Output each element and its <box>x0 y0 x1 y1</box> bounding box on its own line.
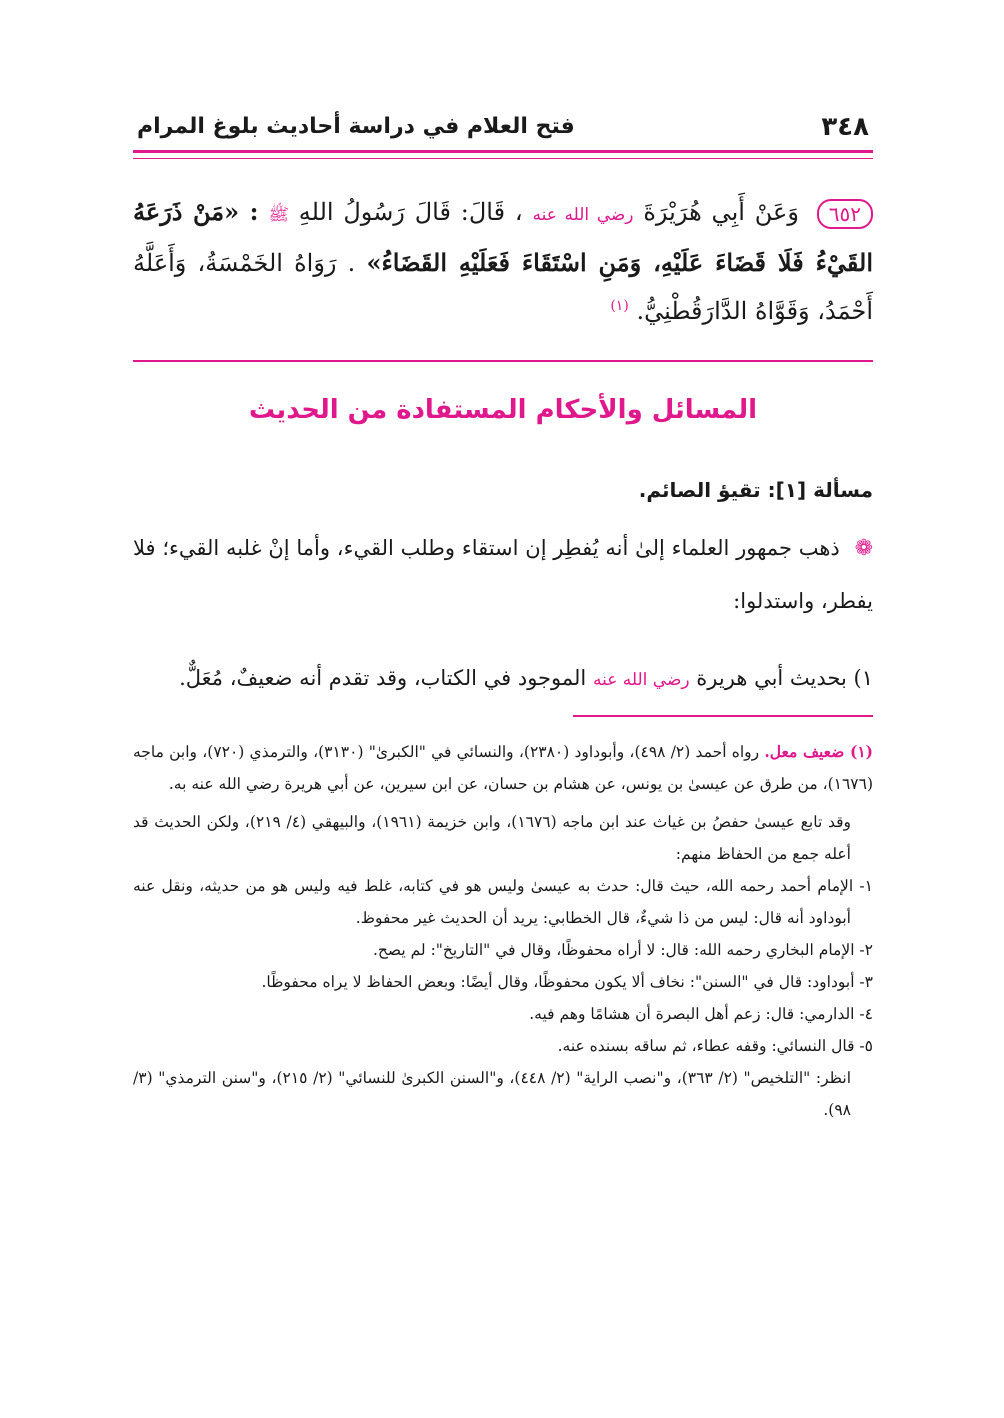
radiyallahu-glyph: رضي الله عنه <box>592 670 690 690</box>
header-rule <box>133 150 873 153</box>
footnote-list-item: ٣- أبوداود: قال في "السنن": نخاف ألا يكون محفوظًا، وقال أيضًا: وبعض الحفاظ لا يراه محفوظًا. <box>261 973 873 991</box>
footnote-list-item: ٤- الدارمي: قال: زعم أهل البصرة أن هشامًا وهم فيه. <box>529 1005 873 1023</box>
footnote-references: انظر: "التلخيص" (٢/ ٣٦٣)، و"نصب الراية" (٢/ ٤٤٨)، و"السنن الكبرىٰ للنسائي" (٢/ ٢١٥)، و"سنن الترمذي" (٣/ ٩٨). <box>133 1069 852 1119</box>
evidence-text-after: الموجود في الكتاب، وقد تقدم أنه ضعيفٌ، مُعَلٌّ. <box>179 666 587 690</box>
section-heading: المسائل والأحكام المستفادة من الحديث <box>248 395 758 425</box>
hadith-number: ٦٥٢ <box>817 199 873 229</box>
issue-heading <box>133 478 873 502</box>
issue-title: تقيؤ الصائم. <box>638 478 761 502</box>
footnote-separator <box>573 715 873 717</box>
footnote-list-item: ١- الإمام أحمد رحمه الله، حيث قال: حدث به عيسىٰ وليس هو في كتابه، غلط فيه وليس هو من حديثه، ونقل عنه أبوداود أنه قال: ليس من ذا شيءٌ، قال الخطابي: يريد أن الحديث غير محفوظ. <box>133 877 873 927</box>
evidence-item <box>133 658 873 700</box>
footnotes <box>133 736 873 1126</box>
hadith-text <box>133 188 873 335</box>
hadith-qala: ، قَالَ: قَالَ رَسُولُ اللهِ <box>298 198 523 226</box>
hadith-quote: : «مَنْ ذَرَعَهُ القَيْءُ فَلَا قَضَاءَ عَلَيْهِ، وَمَنِ اسْتَقَاءَ فَعَلَيْهِ القَضَاءُ» <box>133 197 873 277</box>
footnote-list-item: ٢- الإمام البخاري رحمه الله: قال: لا أراه محفوظًا، وقال في "التاريخ": لم يصح. <box>372 941 873 959</box>
footnote-1-text: رواه أحمد (٢/ ٤٩٨)، وأبوداود (٢٣٨٠)، والنسائي في "الكبرىٰ" (٣١٣٠)، والترمذي (٧٢٠)، وابن ماجه (١٦٧٦)، من طرق عن عيسىٰ بن يونس، عن هشام بن حسان، عن ابن سيرين، عن أبي هريرة رضي الله عنه به. <box>133 743 873 793</box>
header-rule-thin <box>133 158 873 159</box>
hadith-opening: وَعَنْ أَبِي هُرَيْرَةَ <box>643 198 799 226</box>
hadith-rule <box>133 360 873 362</box>
evidence-number: ١) <box>853 666 873 690</box>
paragraph-text: ذهب جمهور العلماء إلىٰ أنه يُفطِر إن استقاء وطلب القيء، وأما إنْ غلبه القيء؛ فلا يفطر، واستدلوا: <box>133 536 873 613</box>
page-header <box>133 112 873 152</box>
page <box>133 0 873 1418</box>
footnote-paragraph-2: وقد تابع عيسىٰ حفصُ بن غياث عند ابن ماجه (١٦٧٦)، وابن خزيمة (١٩٦١)، والبيهقي (٤/ ٢١٩)، ولكن الحديث قد أعله جمع من الحفاظ منهم: <box>133 813 851 863</box>
radiyallahu-glyph: رضي الله عنه <box>532 205 634 225</box>
paragraph <box>133 522 873 627</box>
star-ornament-icon: ❁ <box>854 536 873 561</box>
issue-label: مسألة [١]: <box>767 478 873 502</box>
hadith-rest: . رَوَاهُ الخَمْسَةُ، وَأَعَلَّهُ أَحْمَدُ، وَقَوَّاهُ الدَّارَقُطْنِيُّ. <box>133 249 873 325</box>
evidence-text-before: بحديث أبي هريرة <box>696 666 847 690</box>
footnote-marker[interactable]: (١) <box>610 298 629 314</box>
footnote-1 <box>133 736 873 800</box>
footnote-list-item: ٥- قال النسائي: وقفه عطاء، ثم ساقه بسنده عنه. <box>557 1037 873 1055</box>
page-number: ٣٤٨ <box>821 112 869 142</box>
footnote-label: (١) ضعيف معل. <box>764 742 873 761</box>
book-title: فتح العلام في دراسة أحاديث بلوغ المرام <box>137 114 575 139</box>
sallallahu-glyph: ﷺ <box>268 205 289 225</box>
